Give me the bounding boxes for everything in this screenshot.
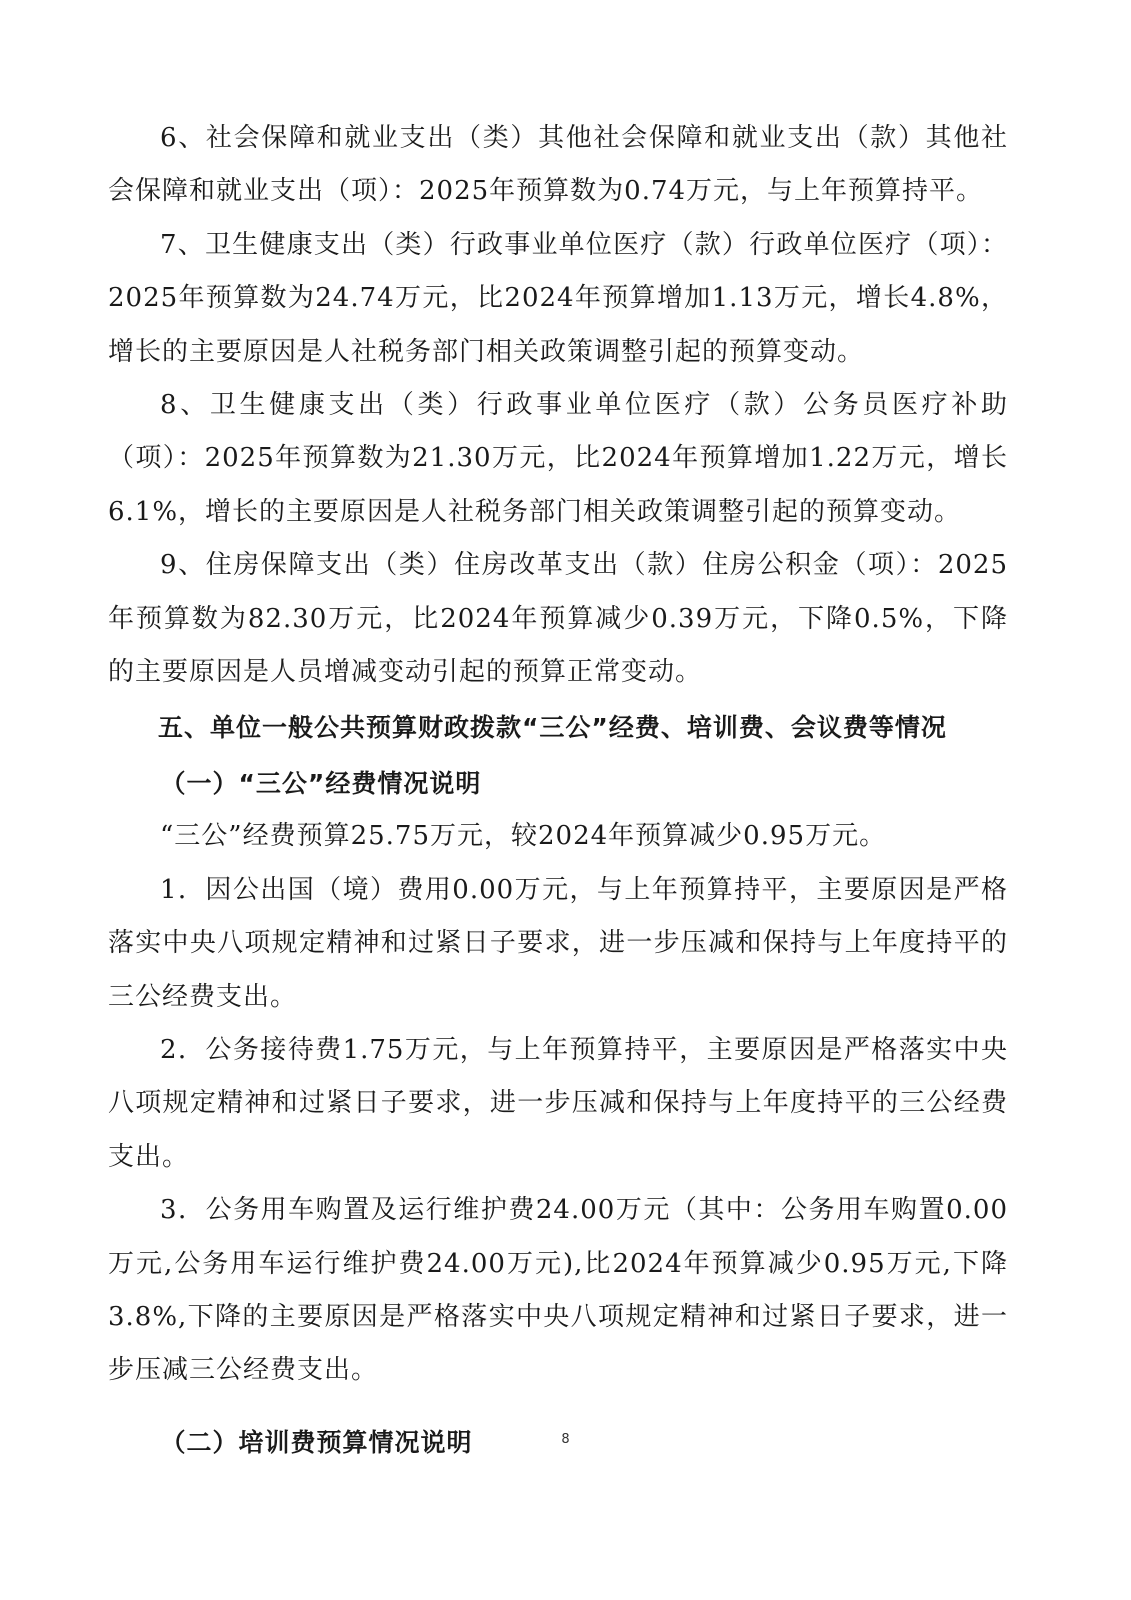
document-page [108, 112, 1008, 1469]
subsection-2-heading: （二）培训费预算情况说明 [160, 1427, 473, 1457]
paragraph-item-6: 6、社会保障和就业支出（类）其他社会保障和就业支出（款）其他社会保障和就业支出（项）：2025年预算数为0.74万元，与上年预算持平。 [108, 123, 1008, 207]
three-public-item-2: 2．公务接待费1.75万元，与上年预算持平，主要原因是严格落实中央八项规定精神和过紧日子要求，进一步压减和保持与上年度持平的三公经费支出。 [108, 1034, 1008, 1172]
subsection-1-heading: （一）“三公”经费情况说明 [160, 768, 482, 798]
section-5-heading: 五、单位一般公共预算财政拨款“三公”经费、培训费、会议费等情况 [158, 713, 947, 743]
three-public-item-1: 1．因公出国（境）费用0.00万元，与上年预算持平，主要原因是严格落实中央八项规定精神和过紧日子要求，进一步压减和保持与上年度持平的三公经费支出。 [108, 874, 1008, 1012]
three-public-summary: “三公”经费预算25.75万元，较2024年预算减少0.95万元。 [160, 821, 887, 852]
paragraph-item-7: 7、卫生健康支出（类）行政事业单位医疗（款）行政单位医疗（项）：2025年预算数为24.74万元，比2024年预算增加1.13万元，增长4.8%，增长的主要原因是人社税务部门相关政策调整引起的预算变动。 [108, 229, 1008, 367]
three-public-item-3: 3．公务用车购置及运行维护费24.00万元（其中：公务用车购置0.00万元,公务用车运行维护费24.00万元),比2024年预算减少0.95万元,下降3.8%,下降的主要原因是严格落实中央八项规定精神和过紧日子要求，进一步压减三公经费支出。 [108, 1195, 1008, 1386]
page-number: 8 [561, 1432, 570, 1447]
paragraph-item-9: 9、住房保障支出（类）住房改革支出（款）住房公积金（项）：2025年预算数为82.30万元，比2024年预算减少0.39万元，下降0.5%，下降的主要原因是人员增减变动引起的预算正常变动。 [108, 550, 1008, 688]
paragraph-item-8: 8、卫生健康支出（类）行政事业单位医疗（款）公务员医疗补助（项）：2025年预算数为21.30万元，比2024年预算增加1.22万元，增长6.1%，增长的主要原因是人社税务部门相关政策调整引起的预算变动。 [108, 390, 1008, 527]
